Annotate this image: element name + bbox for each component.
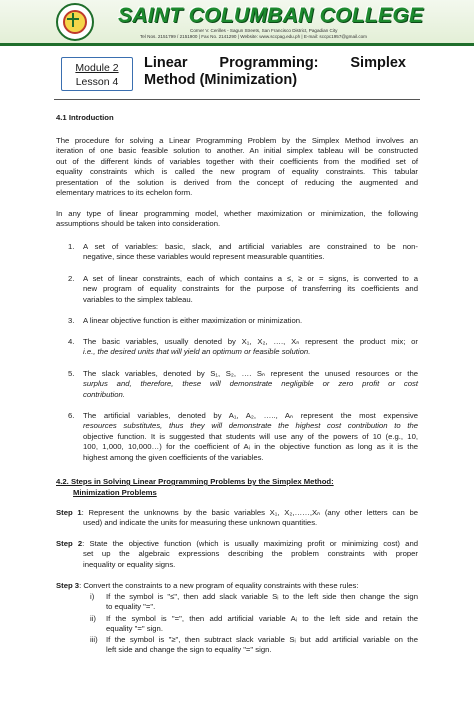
list-number: 4.: [68, 337, 75, 346]
step-2: Step 2: State the objective function (which is usually maximizing profit or minimizing cost) and set up the algebraic expressions describing the problem constraints with proper inequality or equality signs.: [56, 539, 418, 569]
intro-paragraph-1: The procedure for solving a Linear Programming Problem by the Simplex Method involves an iteration of one basic feasible solution to another. An initial simplex tableau will be constructed out of the different kinds of variables together with their coefficients from the modified set of equality constraints which is called the new program of equality constraints. This tabular presentation of the solution is derived from the concept of reducing the augmented and elementary matrices to its echelon form.: [56, 136, 418, 198]
college-banner: [0, 0, 474, 46]
lesson-label: Lesson 4: [75, 76, 119, 88]
list-number: 3.: [68, 316, 75, 325]
step-label: Step 2: [56, 539, 83, 548]
module-lesson-box: [61, 57, 133, 91]
assumption-item: The basic variables, usually denoted by X₁, X₂, …., Xₙ represent the product mix; or i.e., the desired units that will yield an optimum or feasible solution.: [83, 337, 418, 357]
section-heading-introduction: 4.1 Introduction: [56, 113, 114, 122]
assumption-item: A set of variables: basic, slack, and artificial variables are constrained to be non- negative, since these variables would represent measurable quantities.: [83, 242, 418, 262]
college-address: Corner V. Cerilles - Sagun Streets, San Francisco District, Pagadian City: [190, 28, 338, 33]
college-seal-icon: [56, 3, 94, 41]
conversion-rule: If the symbol is "≥", then subtract slack variable Sᵢ but add artificial variable on the left side and change the sign to equality "=" sign.: [106, 635, 418, 655]
list-number: 6.: [68, 411, 75, 420]
list-number: 1.: [68, 242, 75, 251]
college-name: SAINT COLUMBAN COLLEGE: [118, 4, 424, 27]
step-1: Step 1: Represent the unknowns by the basic variables X₁, X₂,……,Xₙ (any other letters can be used) and indicate the units for measuring these unknown quantities.: [56, 508, 418, 528]
lesson-title: [144, 55, 406, 89]
list-number: 5.: [68, 369, 75, 378]
step-3: Step 3: Convert the constraints to a new program of equality constraints with these rules:: [56, 581, 359, 590]
step-label: Step 3: [56, 581, 80, 590]
title-word: Simplex: [350, 55, 406, 71]
assumption-item: The artificial variables, denoted by A₁, A₂, ….., Aₙ represent the most expensive resources substitutes, thus they will demonstrate the highest cost contribution to the objective function. It is suggested that students will use any of the powers of 10 (e.g., 10, 100, 1,000, 10,000…) for the coefficient of Aᵢ in the objective function as long as it is the highest among the given coefficients of the variables.: [83, 411, 418, 462]
section-heading-steps: 4.2. Steps in Solving Linear Programming Problems by the Simplex Method:: [56, 477, 334, 486]
rule-number: ii): [90, 614, 96, 623]
conversion-rule: If the symbol is "=", then add artificial variable Aᵢ to the left side and retain the equality "=" sign.: [106, 614, 418, 634]
rule-number: i): [90, 592, 95, 601]
module-label: Module 2: [75, 62, 119, 74]
list-number: 2.: [68, 274, 75, 283]
rule-number: iii): [90, 635, 98, 644]
banner-stripe: [0, 43, 474, 46]
assumption-item: The slack variables, denoted by S₁, S₂, …. Sₙ represent the unused resources or the surplus and, therefore, these will demonstrate negligible or zero profit or cost contribution.: [83, 369, 418, 399]
title-word: Programming:: [219, 55, 319, 71]
assumption-item: A set of linear constraints, each of which contains a ≤, ≥ or = signs, is converted to a new program of equality constraints for the purpose of transferring its coefficients and variables to the simplex tableau.: [83, 274, 418, 304]
title-word: Linear: [144, 55, 188, 71]
intro-paragraph-2: In any type of linear programming model, whether maximization or minimization, the following assumptions should be taken into consideration.: [56, 209, 418, 229]
section-subheading-steps: Minimization Problems: [73, 488, 157, 497]
assumption-item: A linear objective function is either maximization or minimization.: [83, 316, 303, 325]
conversion-rule: If the symbol is "≤", then add slack variable Sᵢ to the left side then change the sign to equality "=".: [106, 592, 418, 612]
title-divider: [54, 99, 420, 100]
title-line-2: Method (Minimization): [144, 72, 298, 88]
college-contact: Tel Nos. 2151799 / 2151900 | Fax No. 2141290 | Website: www.sccpag.edu.ph | E-mail: sccpc1957@gmail.com: [140, 34, 367, 39]
step-label: Step 1: [56, 508, 82, 517]
